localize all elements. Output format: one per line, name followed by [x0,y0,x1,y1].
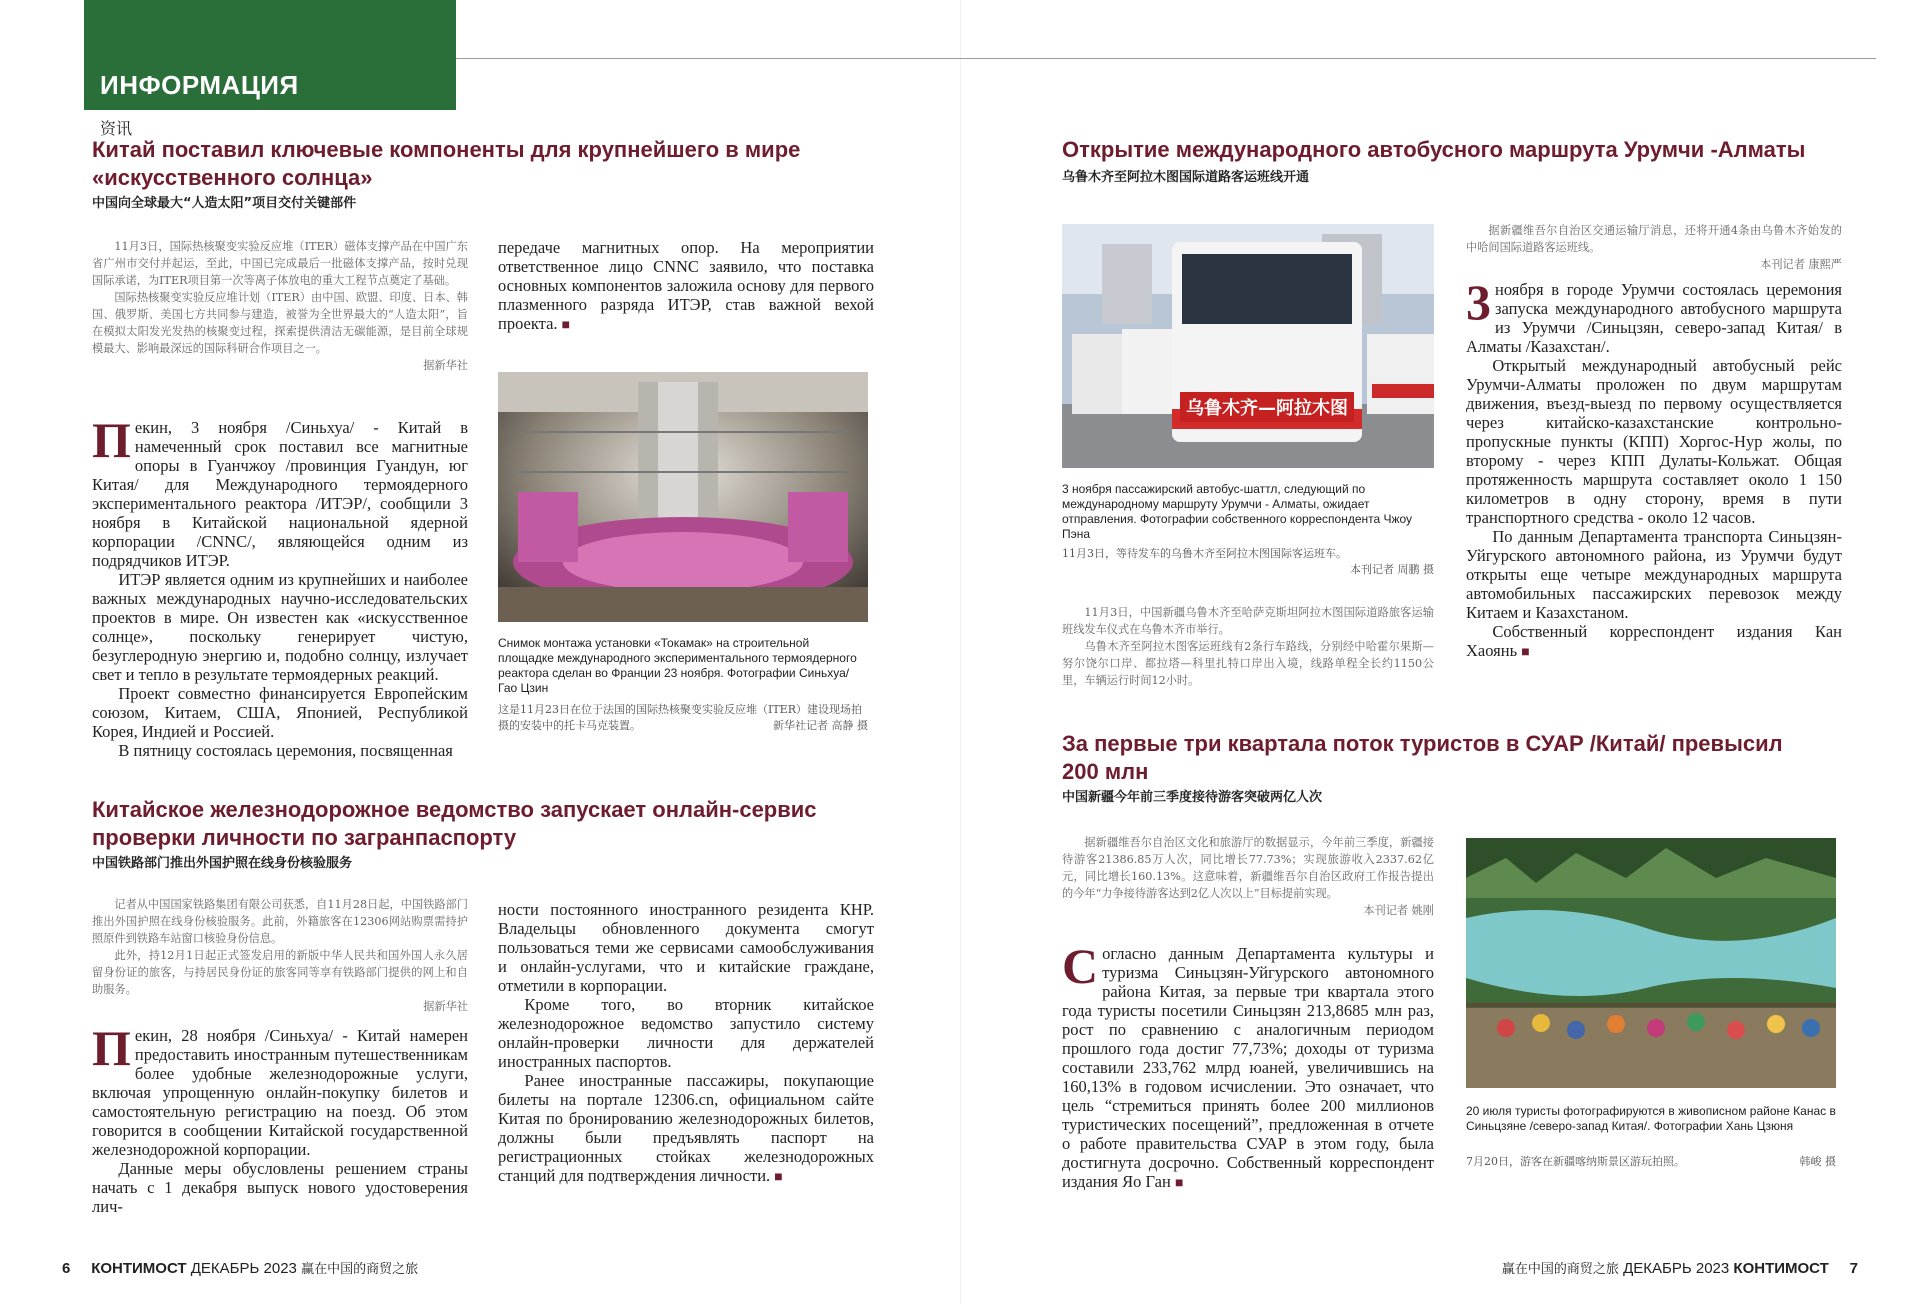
page-gutter [960,0,961,1303]
article2-ru-text-col2: ности постоянного иностранного резидента КНР. Владельцы обновленного документа смогут пользоваться теми же сервисами самообслуживания и онлайн-услугами, что и китайские граждане, отметили в корпорации. Кроме того, во вторник китайское железнодорожное ведомство запустило систему онлайн-проверки личности для держателей иностранных паспортов. Ранее иностранные пассажиры, покупающие билеты на портале 12306.cn, официальном сайте Китая по бронированию железнодорожных билетов, должны были предъявлять паспорт на регистрационных стойках железнодорожных станций для подтверждения личности. ■ [498,900,874,1185]
tokamak-photo [498,372,868,622]
article2-ru-text-col1: Пекин, 28 ноября /Синьхуа/ - Китай намерен предоставить иностранным путешественникам более удобные железнодорожные услуги, включая упрощенную онлайн-покупку билетов и самостоятельную регистрацию на поезд. Об этом говорится в сообщении Китайской государственной железнодорожной корпорации. Данные меры обусловлены решением страны начать с 1 декабря выпуск нового удостоверения лич- [92,1020,468,1216]
article3-cn-top: 据新疆维吾尔自治区交通运输厅消息，还将开通4条由乌鲁木齐始发的中哈间国际道路客运班线。 本刊记者 康熙严 [1466,224,1842,271]
article1-cn-text: 11月3日，国际热核聚变实验反应堆（ITER）磁体支撑产品在中国广东省广州市交付并起运，至此，中国已完成最后一批磁体支撑产品，按时兑现国际承诺，为ITER项目第一次等离子体放电的重大工程节点奠定了基础。 国际热核聚变实验反应堆计划（ITER）由中国、欧盟、印度、日本、韩国、俄罗斯、美国七方共同参与建造，被誉为全世界最大的“人造太阳”，旨在模拟太阳发光发热的核聚变过程，探索提供清洁无碳能源，是目前全球规模最大、影响最深远的国际科研合作项目之一。 据新华社 [92,240,468,372]
article3-subtitle: 乌鲁木齐至阿拉木图国际道路客运班线开通 [1062,170,1310,185]
article4-subtitle: 中国新疆今年前三季度接待游客突破两亿人次 [1062,790,1323,805]
footer-left [62,1258,418,1277]
date-left: ДЕКАБРЬ 2023 [190,1260,297,1277]
drop-cap: 3 [1466,274,1491,330]
article2-cn-text: 记者从中国国家铁路集团有限公司获悉，自11月28日起，中国铁路部门推出外国护照在线身份核验服务。此前，外籍旅客在12306网站购票需持护照原件到铁路车站窗口核验身份信息。 此外，持12月1日起正式签发启用的新版中华人民共和国外国人永久居留身份证的旅客，与持居民身份证的旅客同等享有铁路部门提供的网上和自助服务。 据新华社 [92,898,468,1013]
article1-subtitle: 中国向全球最大“人造太阳”项目交付关键部件 [92,196,357,211]
drop-cap: С [1062,938,1099,994]
article1-ru-text-col1: Пекин, 3 ноября /Синьхуа/ - Китай в намеченный срок поставил все магнитные опоры в Гуанчжоу /провинция Гуандун, юг Китая/ для Международного термоядерного экспериментального реактора /ИТЭР/, сообщили 3 ноября в Китайской национальной ядерной корпорации /CNNC/, являющейся одним из подрядчиков ИТЭР. ИТЭР является одним из крупнейших и наиболее важных международных научно-исследовательских проектов в мире. Он известен как «искусственное солнце», поскольку генерирует чистую, безуглеродную энергию и, подобно солнцу, излучает свет и тепло в результате термоядерных реакций. Проект совместно финансируется Европейским союзом, Китаем, США, Японией, Республикой Корея, Индией и Россией. В пятницу состоялась церемония, посвященная [92,412,468,760]
bus-sign-text: 乌鲁木齐—阿拉木图 [1186,398,1348,419]
drop-cap: П [92,1020,131,1076]
article2-title: Китайское железнодорожное ведомство запускает онлайн-сервис проверки личности по загранпаспорту [92,797,817,850]
article4-cn-text: 据新疆维吾尔自治区文化和旅游厅的数据显示，今年前三季度，新疆接待游客21386.85万人次，同比增长77.73%；实现旅游收入2337.62亿元，同比增长160.13%。这意味着，新疆维吾尔自治区政府工作报告提出的今年“力争接待游客达到2亿人次以上”目标提前实现。 本刊记者 姚刚 [1062,836,1434,917]
article4-photo-caption-cn: 7月20日，游客在新疆喀纳斯景区游玩拍照。 韩峻 摄 [1466,1155,1836,1168]
drop-cap: П [92,412,131,468]
brand-left: КОНТИМОСТ [91,1260,187,1277]
article1-title: Китай поставил ключевые компоненты для крупнейшего в мире «искусственного солнца» [92,137,801,190]
article3-cn-text: 11月3日，中国新疆乌鲁木齐至哈萨克斯坦阿拉木图国际道路旅客运输班线发车仪式在乌鲁木齐市举行。 乌鲁木齐至阿拉木图客运班线有2条行车路线，分别经中哈霍尔果斯—努尔饶尔口岸、都拉塔—科里扎特口岸出入境，线路单程全长约1150公里，车辆运行时间12小时。 [1062,606,1434,687]
article4-ru-text: Согласно данным Департамента культуры и туризма Синьцзян-Уйгурского автономного района Китая, за первые три квартала этого года туристы посетили Синьцзян 213,8685 млн раз, рост по сравнению с аналогичным периодом прошлого года достиг 77,73%; доходы от туризма составили 233,762 млрд юаней, увеличившись на 160,13% в годовом исчислении. Это означает, что цель “стремиться принять более 200 миллионов туристических посещений”, предложенная в отчете о работе правительства СУАР в этом году, была достигнута досрочно. Собственный корреспондент издания Яо Ган ■ [1062,938,1434,1191]
article1-photo-caption-cn: 这是11月23日在位于法国的国际热核聚变实验反应堆（ITER）建设现场拍摄的安装中的托卡马克装置。 新华社记者 高静 摄 [498,703,868,732]
article4-photo-caption: 20 июля туристы фотографируются в живописном районе Канас в Синьцзяне /северо-запад Китая/. Фотографии Хань Цзюня [1466,1104,1836,1133]
article3-ru-text: 3 ноября в городе Урумчи состоялась церемония запуска международного автобусного маршрута из Урумчи /Синьцзян, северо-запад Китая/ в Алматы /Казахстан/. Открытый международный автобусный рейс Урумчи-Алматы проложен по двум маршрутам движения, въезд-выезд по первому осуществляется через китайско-казахстанские контрольно-пропускные пункты (КПП) Хоргос-Нур жолы, по второму - через КПП Дулаты-Кольжат. Общая протяженность маршрута составляет около 1 150 километров в одну сторону, время в пути транспортного средства - около 12 часов. По данным Департамента транспорта Синьцзян-Уйгурского автономного района, из Урумчи будут открыты еще четыре международных маршрута автомобильных пассажирских перевозок между Китаем и Казахстаном. Собственный корреспондент издания Кан Хаоянь ■ [1466,274,1842,660]
slogan-left: 赢在中国的商贸之旅 [301,1262,419,1277]
article1-ru-text-col2: передаче магнитных опор. На мероприятии ответственное лицо CNNC заявило, что поставка основных компонентов заложила основу для первого плазменного разряда ИТЭР, став важной вехой проекта. ■ [498,238,874,333]
article3-photo-caption: 3 ноября пассажирский автобус-шаттл, следующий по международному маршруту Урумчи - Алматы, ожидает отправления. Фотографии собственного корреспондента Чжоу Пэна [1062,482,1413,541]
article2-subtitle: 中国铁路部门推出外国护照在线身份核验服务 [92,856,353,871]
section-label: ИНФОРМАЦИЯ [100,70,299,100]
slogan-right: 赢在中国的商贸之旅 [1501,1262,1619,1277]
footer-right [1502,1258,1858,1277]
kanas-photo [1466,838,1836,1088]
page-number-right: 7 [1849,1260,1858,1277]
brand-right: КОНТИМОСТ [1733,1260,1829,1277]
article1-photo-caption: Снимок монтажа установки «Токамак» на строительной площадке международного экспериментального термоядерного реактора сделан во Франции 23 ноября. Фотографии Синьхуа/ Гао Цзин [498,636,857,695]
header-rule [456,58,1876,59]
article3-title: Открытие международного автобусного маршрута Урумчи -Алматы [1062,137,1806,162]
bus-photo [1062,224,1434,468]
article3-photo-caption-cn: 11月3日，等待发车的乌鲁木齐至阿拉木图国际客运班车。 本刊记者 周鹏 摄 [1062,547,1434,576]
article4-title: За первые три квартала поток туристов в СУАР /Китай/ превысил 200 млн [1062,731,1783,784]
page-number-left: 6 [62,1260,71,1277]
section-label-cn: 资讯 [100,119,133,138]
date-right: ДЕКАБРЬ 2023 [1623,1260,1730,1277]
